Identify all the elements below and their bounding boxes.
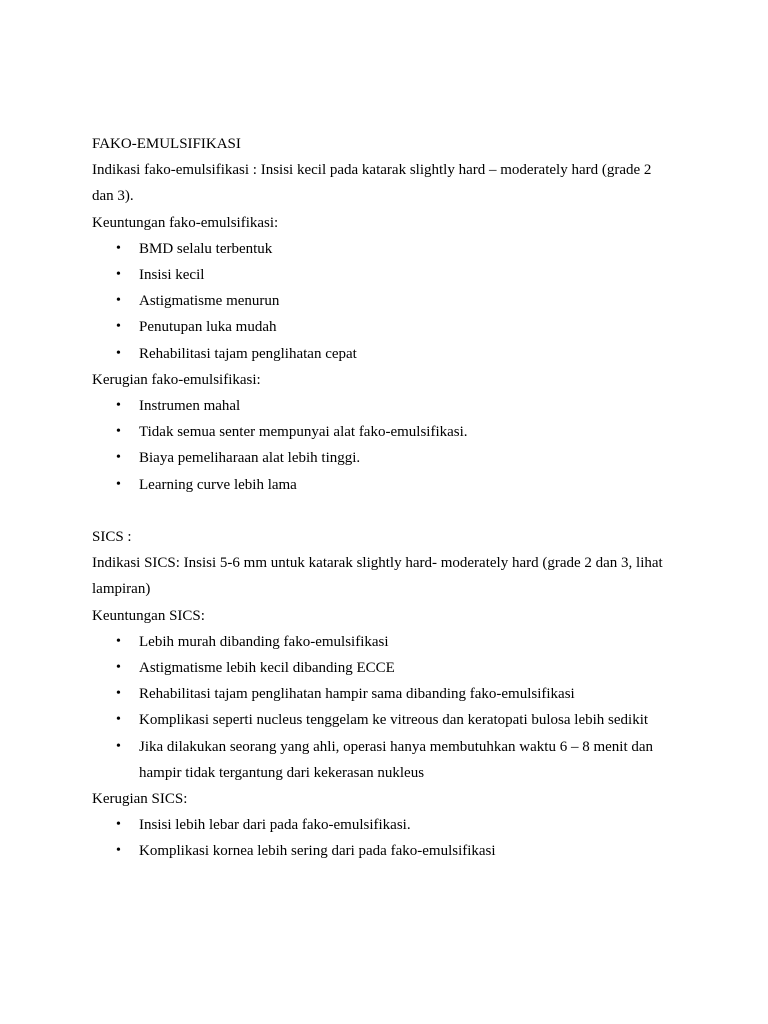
fako-heading: FAKO-EMULSIFIKASI (92, 136, 241, 152)
bullet-icon: • (116, 686, 121, 702)
bullet-icon: • (116, 293, 121, 309)
list-item: • BMD selalu terbentuk (92, 236, 692, 262)
bullet-icon: • (116, 345, 121, 361)
sics-indikasi-line2: lampiran) (92, 581, 151, 598)
sics-indikasi-line1: Indikasi SICS: Insisi 5-6 mm untuk katarak slightly hard- moderately hard (grade 2 dan 3, lihat (92, 555, 663, 572)
list-item: • Insisi lebih lebar dari pada fako-emulsifikasi. (92, 812, 692, 838)
list-item: • Biaya pemeliharaan alat lebih tinggi. (92, 445, 692, 471)
bullet-icon: • (116, 738, 121, 754)
list-item: • Rehabilitasi tajam penglihatan cepat (92, 341, 692, 367)
fako-keuntungan-list (92, 236, 692, 367)
sics-kerugian-title: Kerugian SICS: (92, 791, 188, 808)
list-item: • Instrumen mahal (92, 393, 692, 419)
bullet-icon: • (116, 319, 121, 335)
bullet-icon: • (116, 712, 121, 728)
fako-indikasi-line2: dan 3). (92, 188, 134, 205)
bullet-icon: • (116, 398, 121, 414)
list-item: • Penutupan luka mudah (92, 314, 692, 340)
bullet-icon: • (116, 843, 121, 859)
fako-indikasi-line1: Indikasi fako-emulsifikasi : Insisi kecil pada katarak slightly hard – moderately hard (grade 2 (92, 162, 652, 179)
sics-kerugian-list (92, 812, 692, 864)
section-spacer (92, 498, 692, 524)
list-item: • Astigmatisme menurun (92, 288, 692, 314)
sics-keuntungan-list (92, 629, 692, 786)
bullet-icon: • (116, 817, 121, 833)
list-item: • Komplikasi kornea lebih sering dari pada fako-emulsifikasi (92, 838, 692, 864)
list-item: • Rehabilitasi tajam penglihatan hampir sama dibanding fako-emulsifikasi (92, 681, 692, 707)
list-item: • Lebih murah dibanding fako-emulsifikasi (92, 629, 692, 655)
bullet-icon: • (116, 424, 121, 440)
bullet-icon: • (116, 476, 121, 492)
fako-kerugian-list (92, 393, 692, 498)
list-item: • Jika dilakukan seorang yang ahli, operasi hanya membutuhkan waktu 6 – 8 menit dan hampir tidak tergantung dari kekerasan nukleus (92, 734, 692, 786)
bullet-icon: • (116, 633, 121, 649)
list-item: • Learning curve lebih lama (92, 472, 692, 498)
document-page (92, 131, 692, 865)
sics-keuntungan-title: Keuntungan SICS: (92, 607, 205, 624)
sics-heading: SICS : (92, 529, 132, 546)
fako-keuntungan-title: Keuntungan fako-emulsifikasi: (92, 214, 279, 231)
list-item: • Tidak semua senter mempunyai alat fako-emulsifikasi. (92, 419, 692, 445)
bullet-icon: • (116, 660, 121, 676)
list-item: • Komplikasi seperti nucleus tenggelam ke vitreous dan keratopati bulosa lebih sedikit (92, 707, 692, 733)
list-item: • Insisi kecil (92, 262, 692, 288)
bullet-icon: • (116, 240, 121, 256)
list-item: • Astigmatisme lebih kecil dibanding ECCE (92, 655, 692, 681)
fako-kerugian-title: Kerugian fako-emulsifikasi: (92, 371, 261, 388)
bullet-icon: • (116, 450, 121, 466)
bullet-icon: • (116, 267, 121, 283)
